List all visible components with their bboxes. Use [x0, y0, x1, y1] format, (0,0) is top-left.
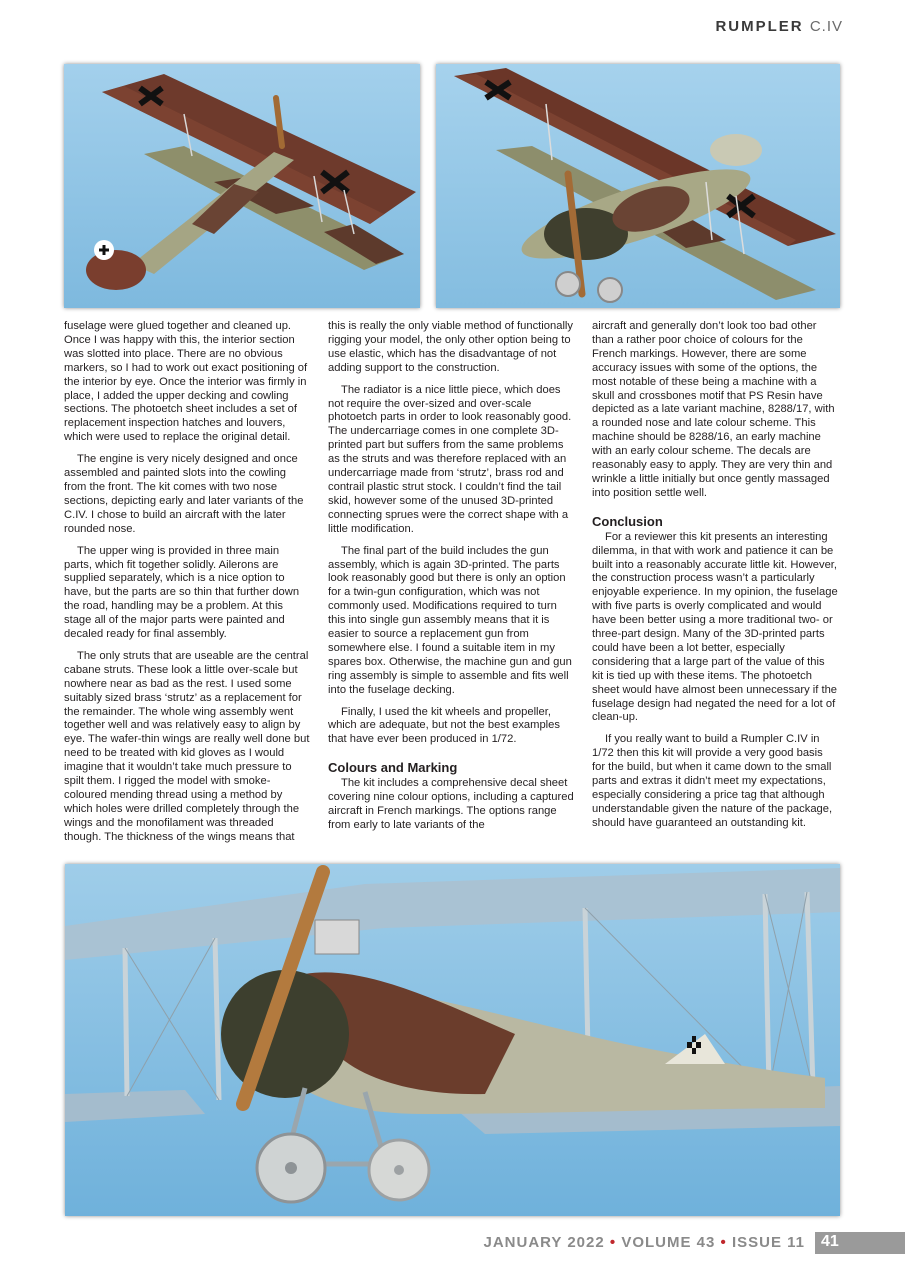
text-column-2: [328, 320, 574, 841]
footer-volume: VOLUME 43: [621, 1234, 716, 1251]
photo-model-side-view: [436, 64, 840, 308]
paragraph: Finally, I used the kit wheels and propeller, which are adequate, but not the best examples that have ever been produced in 1/72.: [328, 705, 560, 746]
paragraph: The only struts that are useable are the central cabane struts. These look a little over-scale but nowhere near as bad as the rest. I used some suitably sized brass ‘strutz’ as a replacement for the remainder. The whole wing assembly went together well and was relatively easy to align by eye. The wafer-thin wings are really well done but need to be treated with kid gloves as I would imagine that it wouldn’t take much pressure to spilt them. I rigged the model with smoke-coloured mending thread using a method by which holes were drilled completely through the wings and the monofilament was threaded though. The thickness of the wings means that: [64, 649, 310, 843]
paragraph: If you really want to build a Rumpler C.IV in 1/72 then this kit will provide a very good basis for the build, but when it came down to the small parts and extras it didn’t meet my expectations, especially considering a price tag that although understandable given the nature of the package, should have guaranteed an outstanding kit.: [592, 733, 833, 829]
paragraph: The engine is very nicely designed and once assembled and painted slots into the cowling from the front. The kit comes with two nose sections, depicting early and later variants of the C.IV. I chose to build an aircraft with the later rounded nose.: [64, 453, 304, 535]
model-closeup-image: [65, 864, 840, 1216]
paragraph: this is really the only viable method of functionally rigging your model, the only other option being to use elastic, which has the disadvantage of not adding support to the construction.: [328, 320, 574, 374]
paragraph: The radiator is a nice little piece, which does not require the over-sized and over-scale photoetch parts in order to look reasonably good. The undercarriage comes in one complete 3D-printed part but suffers from the same problems as the struts and was therefore replaced with an undercarriage made from ‘strutz’, brass rod and contrail plastic strut stock. I couldn’t find the tail skid, however some of the unused 3D-printed connecting sprues were the correct shape with a little modification.: [328, 383, 572, 535]
footer-month-year: JANUARY 2022: [483, 1234, 605, 1251]
page-number-box: [815, 1232, 905, 1254]
page-footer: [420, 1232, 905, 1256]
header-title: RUMPLER: [715, 18, 804, 35]
issue-info: [483, 1234, 805, 1251]
paragraph: fuselage were glued together and cleaned up. Once I was happy with this, the interior section was slotted into place. There are no obvious markers, so I had to work out exact positioning of the interior by eye. Once the interior was firmly in place, I added the upper decking and cowling sections. The photoetch sheet includes a set of replacement inspection hatches and louvers, which were used to replace the original detail.: [64, 320, 308, 444]
model-side-view-image: [436, 64, 840, 308]
paragraph: For a reviewer this kit presents an interesting dilemma, in that with work and patience it can be built into a reasonably accurate little kit. However, the construction process wasn’t a particularly enjoyable experience. In my opinion, the fuselage with five parts is overly complicated and would have been better using a more traditional two- or three-part design. Many of the 3D-printed parts could have been a lot better, especially considering that a large part of the value of this kit is tied up with these items. The photoetch sheet would have almost been unnecessary if the fuselage design had negated the need for a lot of clean-up.: [592, 530, 838, 724]
running-header: [715, 18, 843, 35]
paragraph: The final part of the build includes the gun assembly, which is again 3D-printed. The parts look reasonably good but there is only an option for a twin-gun configuration, which was not commonly used. Modifications required to turn this into single gun assembly means that it is easier to source a replacement gun from somewhere else. I found a suitable item in my spares box. Otherwise, the machine gun and gun ring assembly is simple to assemble and fits well into the fuselage decking.: [328, 544, 572, 696]
footer-separator: •: [609, 1234, 617, 1251]
photo-model-top-view: [64, 64, 420, 308]
paragraph: The kit includes a comprehensive decal sheet covering nine colour options, including a captured aircraft in French markings. The options range from early to late variants of the: [328, 777, 574, 831]
photo-model-closeup: [65, 864, 840, 1216]
section-heading-colours: Colours and Marking: [328, 760, 458, 776]
header-subtitle: C.IV: [809, 18, 843, 35]
footer-separator: •: [720, 1234, 727, 1251]
text-column-1: [64, 320, 310, 853]
text-column-3: [592, 320, 838, 839]
model-top-view-image: [64, 64, 420, 308]
page-number: 41: [821, 1233, 839, 1250]
paragraph: aircraft and generally don’t look too bad other than a rather poor choice of colours for the French markings. However, there are some accuracy issues with some of the options, the most notable of these being a machine with a skull and crossbones motif that PS Resin have depicted as a late variant machine, 8288/17, with a rounded nose and late colour scheme. This machine should be 8288/16, an early machine with an early colour scheme. The decals are reasonably easy to apply. They are very thin and wrinkle a little initially but once gently massaged into position settle well.: [592, 320, 835, 499]
section-heading-conclusion: Conclusion: [592, 513, 663, 529]
paragraph: The upper wing is provided in three main parts, which fit together solidly. Ailerons are supplied separately, which is a nice option to have, but the parts are so thin that further down the road, handling may be a problem. At this stage all of the major parts were painted and decaled ready for final assembly.: [64, 544, 300, 641]
footer-issue: ISSUE 11: [731, 1234, 805, 1251]
